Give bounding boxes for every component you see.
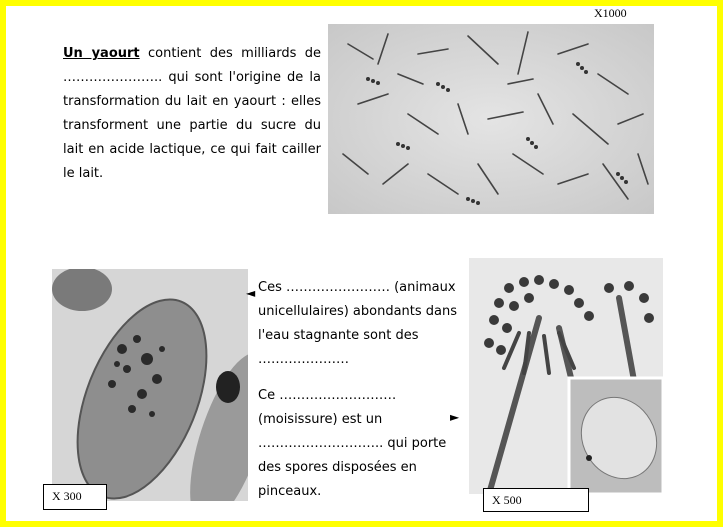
mold-magnification: X 500 [483, 488, 589, 512]
intro-body: contient des milliards de ………………….. qui sont l'origine de la transformation du lait en yaourt : elles transforment une partie du sucre du lait en acide lactique, ce qui fait cailler le lait. [63, 46, 321, 181]
ciliate-paragraph: Ces …………………… (animaux unicellulaires) abondants dans l'eau stagnante sont des ………………… [258, 280, 458, 367]
arrow-to-mold: ► [450, 410, 460, 424]
bacteria-magnification: X1000 [594, 6, 627, 20]
mold-micrograph [469, 258, 663, 494]
worksheet-page [6, 6, 717, 521]
intro-paragraph [63, 42, 321, 186]
arrow-to-paramecium: ◄ [246, 286, 256, 300]
paramecium-magnification: X 300 [43, 484, 107, 510]
bacteria-micrograph [328, 24, 654, 214]
paramecium-micrograph [52, 269, 248, 501]
intro-bold-lead: Un yaourt [63, 46, 140, 61]
mold-paragraph: Ce ……………………… (moisissure) est un ……………………….. qui porte des spores disposées en pinceaux. [258, 388, 447, 499]
